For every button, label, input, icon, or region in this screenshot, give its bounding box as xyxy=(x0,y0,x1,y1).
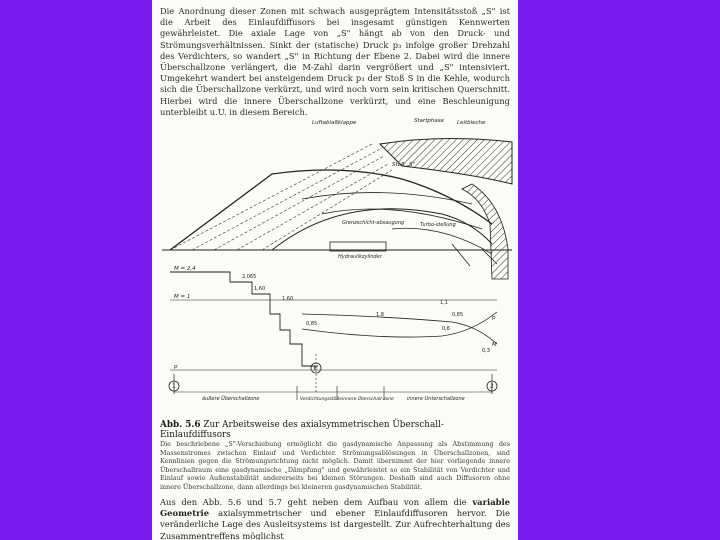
label-m-high: M = 2,4 xyxy=(174,266,196,272)
label-leitbleche: Leitbleche xyxy=(457,120,486,126)
plane-2-label: 2 xyxy=(490,383,494,390)
plane-k-label: K xyxy=(313,366,318,372)
small-paragraph: Die beschriebene „S"-Verschiebung ermöglicht die gasdynamische Anpassung als Abstimmung des Massenstromes zwischen Einlauf und Verdichter. Strömungsablösungen in Überschallzonen, sind Kennlinien gegen die Strömungsrichtung nicht möglich. Damit übernimmt der hier vorliegende innere Überschallraum eine gasdynamische „Dämpfung" und gewährleistet so ein Stabilität von Verdichter und Einlauf sowie Außenstabilität andererseits bei kleinen Störungen. Deshalb sind auch Diffusoren ohne innere Überschallzone, dann allerdings bei kleineren gasdynamischen Stabilität. xyxy=(160,440,510,491)
bottom-paragraph-bold: variable Geometrie xyxy=(160,497,510,519)
value-1: 2,065 xyxy=(242,274,257,280)
mach-staircase xyxy=(170,272,318,366)
value-8: 0,6 xyxy=(442,326,450,332)
label-p: p xyxy=(174,364,178,370)
cone-lower-contour xyxy=(272,209,492,250)
value-9: 0,3 xyxy=(482,348,490,354)
zone-sub: innere Unterschallzone xyxy=(407,396,465,402)
value-5: 1,8 xyxy=(376,312,384,318)
label-m-one: M = 1 xyxy=(174,294,191,300)
zone-inner: innere Überschall-zone xyxy=(342,397,394,402)
label-turbo: Turbo-stellung xyxy=(420,222,456,228)
book-page xyxy=(152,0,518,540)
value-7: 0,85 xyxy=(306,321,318,327)
label-luftablass: Luftablaßklappe xyxy=(312,120,357,126)
zone-compress: Verdichtungsstöße xyxy=(300,397,343,402)
shock-lines xyxy=(170,144,392,250)
flow-arrows xyxy=(302,193,497,266)
label-grenzschicht: Grenzschicht-absaugung xyxy=(342,220,405,226)
figure-caption xyxy=(160,420,512,440)
caption-text: Zur Arbeitsweise des axialsymmetrischen Überschall-Einlaufdiffusors xyxy=(160,420,444,440)
zone-outer: äußere Überschallzone xyxy=(202,396,260,402)
plane-1-label: 1 xyxy=(172,383,176,390)
value-2: 1,60 xyxy=(254,286,266,292)
label-p-right: p xyxy=(492,315,496,321)
value-3: 1,60 xyxy=(282,296,294,302)
value-4: 1,1 xyxy=(440,300,448,306)
pressure-curve xyxy=(302,312,497,337)
inlet-diffuser-figure xyxy=(152,104,518,418)
top-paragraph: Die Anordnung dieser Zonen mit schwach ausgeprägtem Intensitätsstoß „S" ist die Arbeit des Einlaufdiffusors bei insgesamt günstigen Kennwerten gewährleistet. Die axiale Lage von „S" hängt ab von den Druck- und Strömungsverhältnissen. Sinkt der (statische) Druck p₃ infolge großer Drehzahl des Verdichters, so wandert „S" in Richtung der Ebene 2. Dabei wird die innere Überschallzone verlängert, die M-Zahl darin vergrößert und „S" intensiviert. Umgekehrt wandert bei ansteigendem Druck p₃ der Stoß S in die Kehle, wodurch sich die Überschallzone verkürzt, und wird noch vorn sein kritischen Querschnitt. Hierbei wird die innere Überschallzone verkürzt, und eine Beschleunigung unterbleibt u.U. in diesem Bereich. xyxy=(160,6,510,117)
bottom-paragraph xyxy=(160,497,510,540)
bottom-paragraph-post: axialsymmetrischer und ebener Einlaufdiffusoren hervor. Die veränderliche Lage des Ausleitsystems ist dargestellt. Zur Aufrechterhaltung des Zusammentreffens möglichst xyxy=(160,508,510,540)
value-6: 0,85 xyxy=(452,312,464,318)
label-stoss: Stoß „S" xyxy=(392,162,416,168)
center-cone xyxy=(170,170,492,250)
label-startphase: Startphase xyxy=(414,118,445,124)
bottom-paragraph-pre: Aus den Abb. 5.6 und 5.7 geht neben dem Aufbau von allem die xyxy=(160,497,473,507)
label-hydraulik: Hydraulikzylinder xyxy=(338,254,382,260)
label-m-small: M xyxy=(492,342,497,348)
caption-label: Abb. 5.6 xyxy=(160,420,201,430)
